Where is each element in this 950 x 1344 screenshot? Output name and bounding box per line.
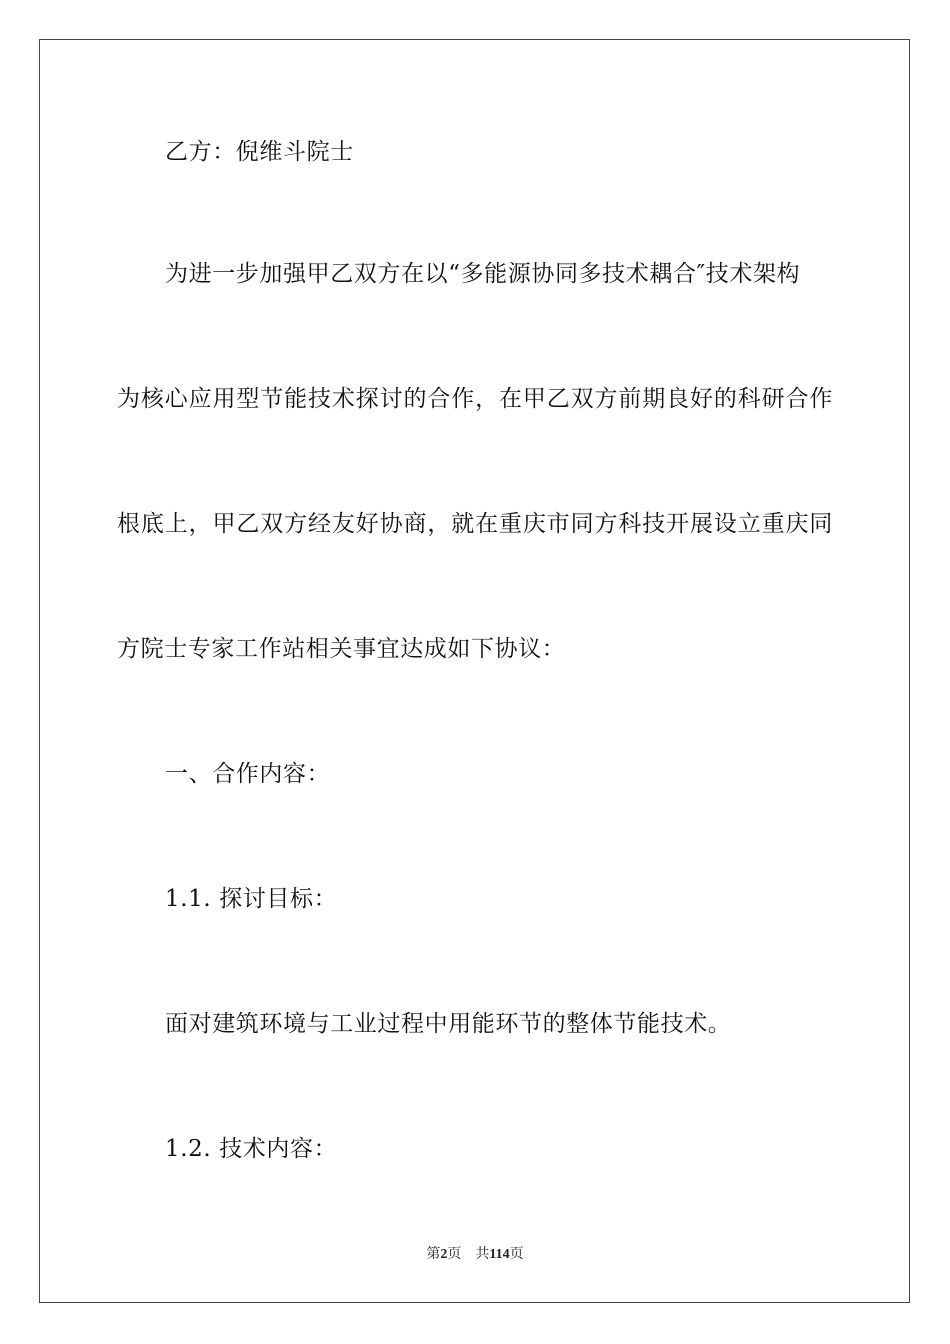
body-paragraph-line-2: 为核心应用型节能技术探讨的合作，在甲乙双方前期良好的科研合作 [117,386,833,412]
subsection-heading-technical-content: 1.2. 技术内容： [165,1136,338,1162]
footer-page-prefix: 第 [426,1247,441,1262]
footer-total-pages: 114 [489,1247,510,1262]
section-heading-cooperation: 一、合作内容： [165,761,331,787]
footer-total-suffix: 页 [509,1247,524,1262]
party-b-line: 乙方：倪维斗院士 [165,139,354,165]
page-footer [0,1246,950,1264]
footer-page-number: 2 [440,1247,448,1262]
footer-page-suffix: 页 [447,1247,462,1262]
body-paragraph-line-4: 方院士专家工作站相关事宜达成如下协议： [117,636,566,662]
research-goal-text: 面对建筑环境与工业过程中用能环节的整体节能技术。 [165,1011,732,1037]
page-border [39,39,910,1303]
footer-total-prefix: 共 [475,1247,490,1262]
subsection-heading-research-goal: 1.1. 探讨目标： [165,886,338,912]
body-paragraph-line-3: 根底上，甲乙双方经友好协商，就在重庆市同方科技开展设立重庆同 [117,511,833,537]
body-paragraph-line-1: 为进一步加强甲乙双方在以“多能源协同多技术耦合″技术架构 [165,261,801,287]
